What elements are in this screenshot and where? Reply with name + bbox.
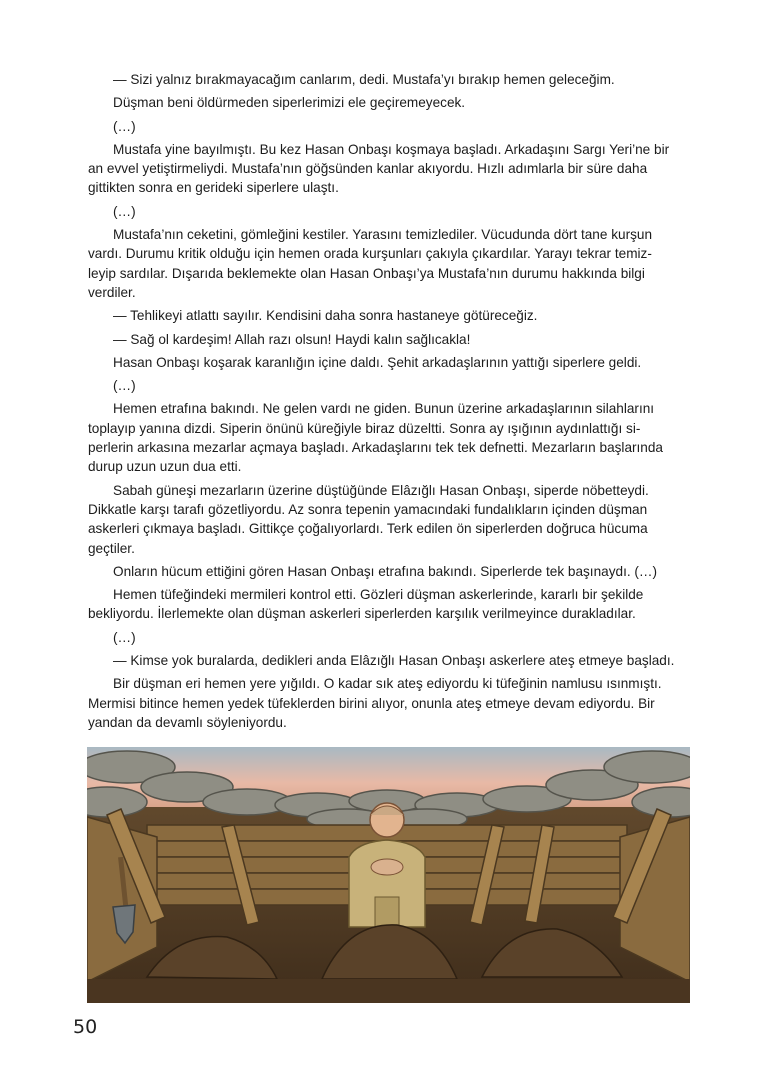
page-number: 50 bbox=[73, 1016, 98, 1038]
paragraph bbox=[113, 306, 698, 325]
text-line: toplayıp yanına dizdi. Siperin önünü küreğiyle biraz düzeltti. Sonra ay ışığının aydınlattığı si- bbox=[88, 420, 641, 436]
paragraph bbox=[113, 353, 698, 372]
paragraph bbox=[88, 140, 698, 198]
text-line: leyip sardılar. Dışarıda beklemekte olan Hasan Onbaşı’ya Mustafa’nın durumu hakkında bilgi bbox=[88, 265, 645, 281]
text-line: perlerin arkasına mezarlar açmaya başladı. Arkadaşlarını tek tek defnetti. Mezarların başlarında bbox=[88, 440, 663, 456]
text-line: vardı. Durumu kritik olduğu için hemen orada kurşunları çakıyla çıkardılar. Yarayı tekrar temiz- bbox=[88, 246, 652, 262]
text-line: askerleri çıkmaya başladı. Gittikçe çoğalıyorlardı. Terk edilen ön siperlerden doğruca hücuma bbox=[88, 521, 648, 537]
paragraph bbox=[113, 628, 698, 647]
text-line: Düşman beni öldürmeden siperlerimizi ele geçiremeyecek. bbox=[113, 95, 466, 111]
text-line: (…) bbox=[113, 118, 136, 134]
text-line: Mustafa yine bayılmıştı. Bu kez Hasan Onbaşı koşmaya başladı. Arkadaşını Sargı Yeri’ne bir bbox=[113, 141, 670, 157]
paragraph bbox=[113, 70, 698, 89]
paragraph bbox=[113, 93, 698, 112]
text-line: an evvel yetiştirmeliydi. Mustafa’nın göğsünden kanlar akıyordu. Hızlı adımlarla bir süre daha bbox=[88, 161, 648, 177]
text-line: (…) bbox=[113, 203, 136, 219]
trench-floor bbox=[87, 979, 690, 1003]
text-line: Dikkatle karşı tarafı gözetliyordu. Az sonra tepenin yamacındaki fundalıkların içinden düşman bbox=[88, 501, 648, 517]
text-line: (…) bbox=[113, 378, 136, 394]
text-line: — Tehlikeyi atlattı sayılır. Kendisini daha sonra hastaneye götüreceğiz. bbox=[113, 308, 538, 324]
text-line: verdiler. bbox=[88, 284, 136, 300]
text-line: (…) bbox=[113, 629, 136, 645]
trench-illustration bbox=[87, 747, 690, 1003]
text-line: — Sağ ol kardeşim! Allah razı olsun! Haydi kalın sağlıcakla! bbox=[113, 331, 471, 347]
paragraph bbox=[113, 376, 698, 395]
text-line: Mermisi bitince hemen yedek tüfeklerden birini alıyor, onunla ateş etmeye devam ediyordu. Bir bbox=[88, 695, 655, 711]
text-line: — Sizi yalnız bırakmayacağım canlarım, dedi. Mustafa’yı bırakıp hemen geleceğim. bbox=[113, 72, 615, 87]
paragraph bbox=[88, 585, 698, 624]
text-line: Hemen etrafına bakındı. Ne gelen vardı ne giden. Bunun üzerine arkadaşlarının silahlarını bbox=[113, 401, 655, 417]
text-line: Onların hücum ettiğini gören Hasan Onbaşı etrafına bakındı. Siperlerde tek başınaydı. (…) bbox=[113, 563, 658, 579]
text-line: — Kimse yok buralarda, dedikleri anda Elâzığlı Hasan Onbaşı askerlere ateş etmeye başladı. bbox=[113, 653, 675, 669]
paragraph bbox=[113, 562, 698, 581]
paragraph bbox=[88, 674, 698, 732]
text-line: Sabah güneşi mezarların üzerine düştüğünde Elâzığlı Hasan Onbaşı, siperde nöbetteydi. bbox=[113, 482, 649, 498]
paragraph bbox=[113, 117, 698, 136]
text-line: gittikten sonra en gerideki siperlere ulaştı. bbox=[88, 180, 339, 196]
text-line: geçtiler. bbox=[88, 540, 135, 556]
text-line: Hemen tüfeğindeki mermileri kontrol etti. Gözleri düşman askerlerinde, kararlı bir şekilde bbox=[113, 587, 644, 603]
text-line: yandan da devamlı söyleniyordu. bbox=[88, 714, 287, 730]
text-line: Hasan Onbaşı koşarak karanlığın içine daldı. Şehit arkadaşlarının yattığı siperlere geldi. bbox=[113, 354, 642, 370]
text-line: Bir düşman eri hemen yere yığıldı. O kadar sık ateş ediyordu ki tüfeğinin namlusu ısınmıştı. bbox=[113, 676, 662, 692]
text-line: durup uzun uzun dua etti. bbox=[88, 459, 242, 475]
text-line: Mustafa’nın ceketini, gömleğini kestiler. Yarasını temizlediler. Vücudunda dört tane kurşun bbox=[113, 227, 653, 243]
story-text bbox=[88, 70, 698, 736]
paragraph bbox=[88, 399, 698, 476]
paragraph bbox=[113, 330, 698, 349]
paragraph bbox=[88, 481, 698, 558]
paragraph bbox=[113, 651, 698, 670]
paragraph bbox=[113, 202, 698, 221]
paragraph bbox=[88, 225, 698, 302]
text-line: bekliyordu. İlerlemekte olan düşman askerleri siperlerden karşılık verilmeyince durakladılar. bbox=[88, 606, 636, 622]
trench-scene bbox=[87, 747, 690, 1003]
